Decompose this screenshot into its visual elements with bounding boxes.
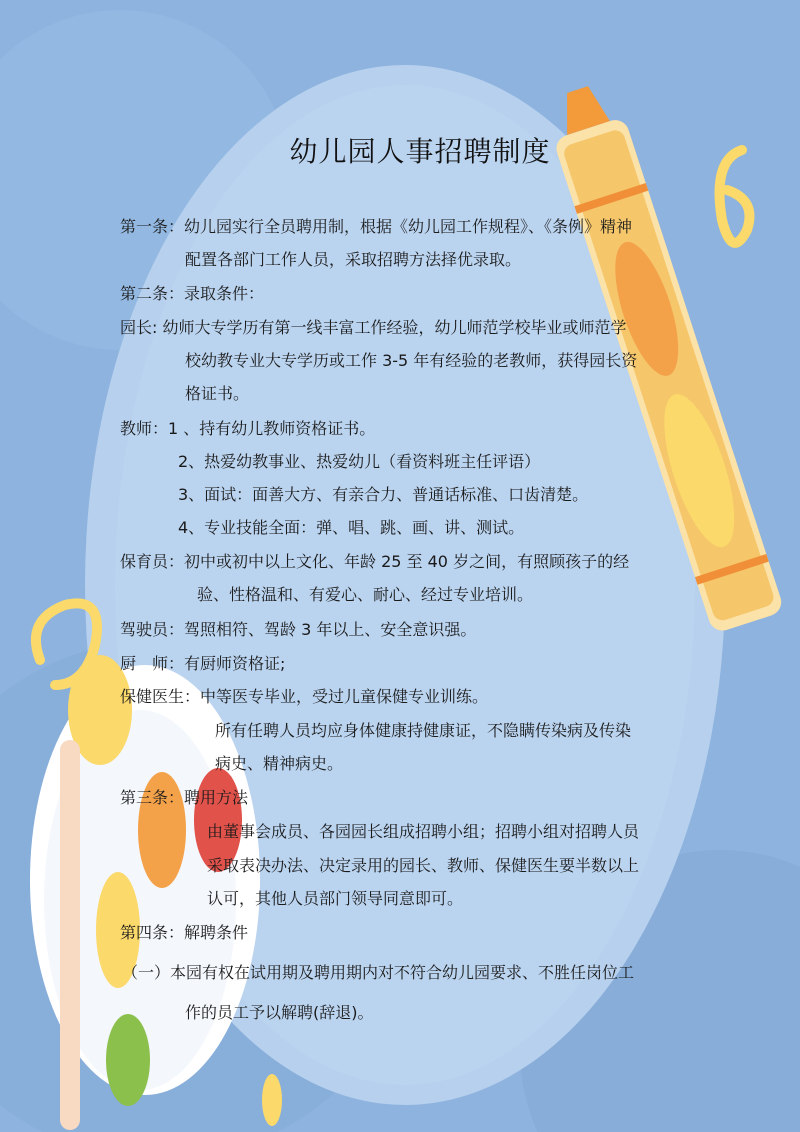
- text-line: 第一条：幼儿园实行全员聘用制，根据《幼儿园工作规程》、《条例》精神: [120, 217, 633, 236]
- text-line: 驾驶员：驾照相符、驾龄 3 年以上、安全意识强。: [120, 620, 477, 639]
- text-line: 作的员工予以解聘(辞退)。: [185, 1003, 374, 1022]
- text-line: 保育员：初中或初中以上文化、年龄 25 至 40 岁之间，有照顾孩子的经: [120, 552, 630, 571]
- text-line: 认可，其他人员部门领导同意即可。: [207, 889, 464, 908]
- text-line: （一）本园有权在试用期及聘用期内对不符合幼儿园要求、不胜任岗位工: [122, 963, 635, 982]
- text-line: 教师：1 、持有幼儿教师资格证书。: [120, 419, 376, 438]
- text-line: 第二条：录取条件：: [120, 284, 265, 303]
- text-line: 配置各部门工作人员，采取招聘方法择优录取。: [185, 250, 522, 269]
- text-line: 所有任聘人员均应身体健康持健康证，不隐瞒传染病及传染: [215, 721, 632, 740]
- text-line: 4、专业技能全面：弹、唱、跳、画、讲、测试。: [178, 518, 525, 537]
- text-line: 校幼教专业大专学历或工作 3-5 年有经验的老教师，获得园长资: [185, 351, 638, 370]
- text-line: 厨 师：有厨师资格证;: [120, 654, 286, 673]
- text-line: 3、面试：面善大方、有亲合力、普通话标准、口齿清楚。: [178, 485, 589, 504]
- text-line: 病史、精神病史。: [215, 754, 344, 773]
- text-line: 验、性格温和、有爱心、耐心、经过专业培训。: [197, 585, 534, 604]
- text-line: 园长: 幼师大专学历有第一线丰富工作经验，幼儿师范学校毕业或师范学: [120, 318, 627, 337]
- text-line: 格证书。: [185, 384, 250, 403]
- text-line: 由董事会成员、各园园长组成招聘小组；招聘小组对招聘人员: [207, 822, 640, 841]
- text-line: 第四条：解聘条件: [120, 923, 249, 942]
- text-line: 保健医生：中等医专毕业，受过儿童保健专业训练。: [120, 687, 489, 706]
- text-line: 第三条：聘用方法: [120, 788, 249, 807]
- text-line: 2、热爱幼教事业、热爱幼儿（看资料班主任评语）: [178, 452, 541, 471]
- text-line: 采取表决办法、决定录用的园长、教师、保健医生要半数以上: [207, 856, 640, 875]
- page-title: 幼儿园人事招聘制度: [289, 135, 551, 168]
